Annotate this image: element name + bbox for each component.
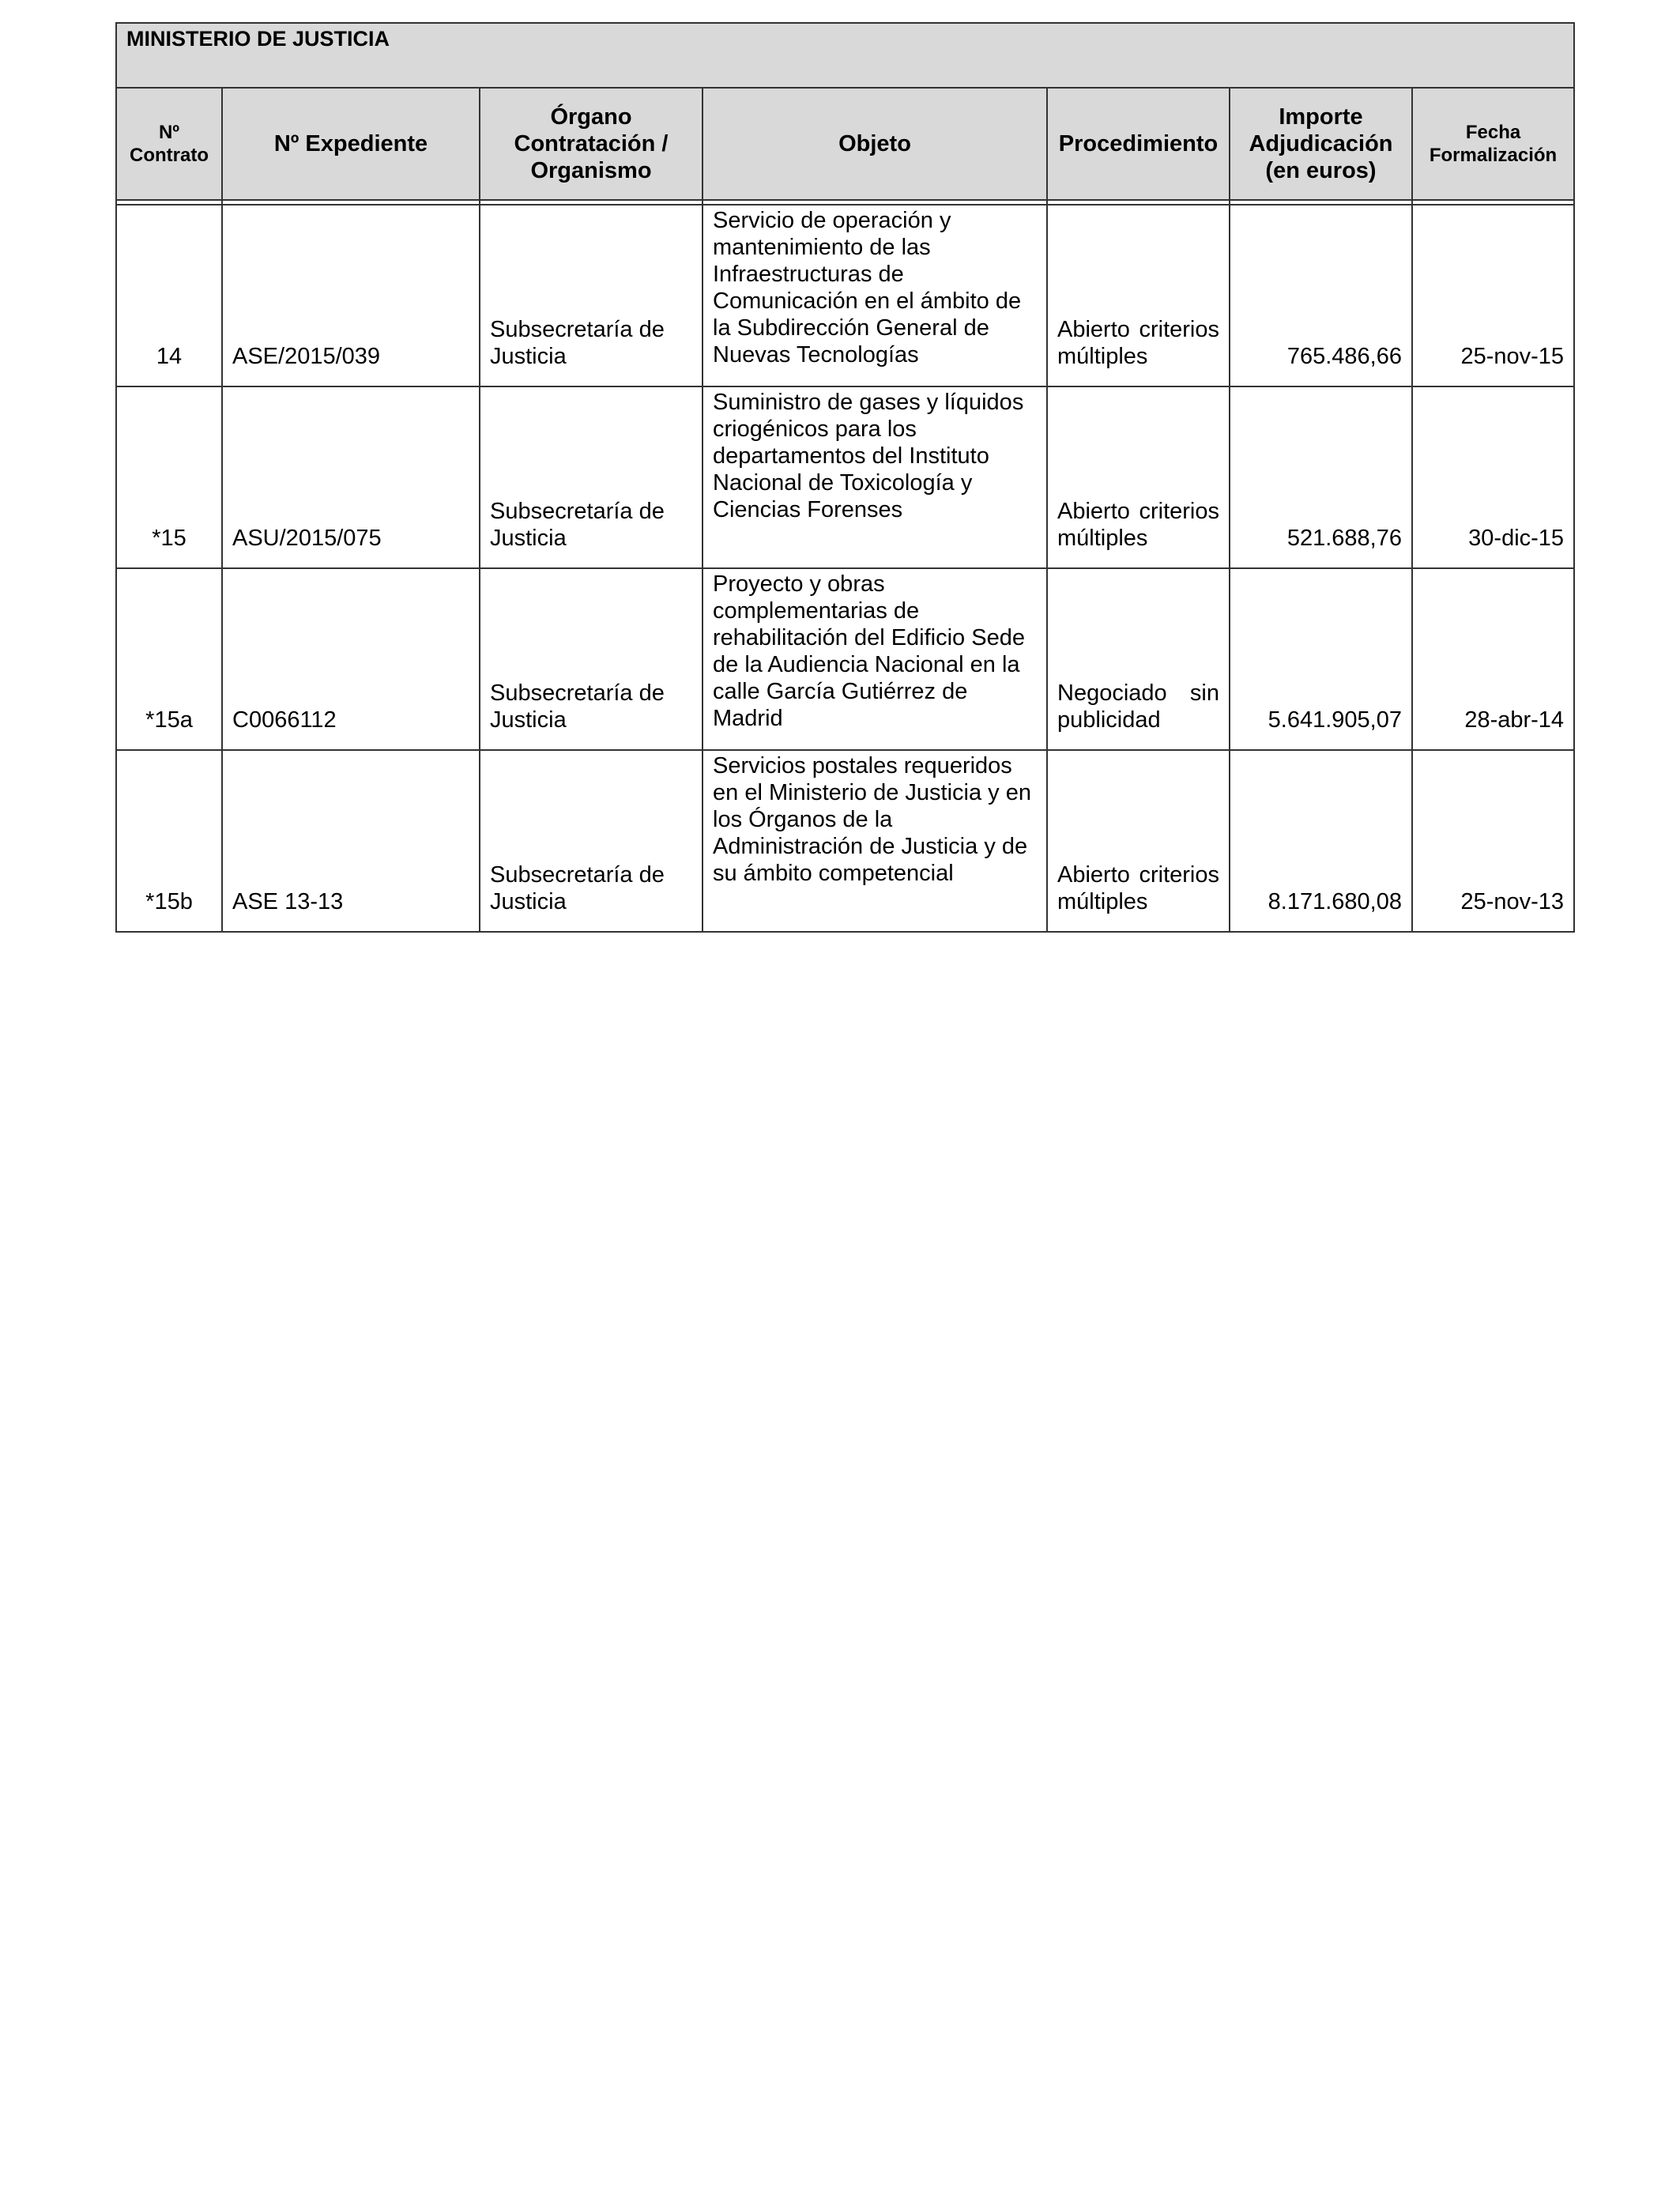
cell-objeto bbox=[703, 568, 1047, 750]
procedimiento-word-c: múltiples bbox=[1057, 889, 1148, 914]
cell-contrato: *15a bbox=[116, 568, 222, 750]
cell-organo: Subsecretaría de Justicia bbox=[480, 205, 703, 386]
cell-importe: 765.486,66 bbox=[1230, 205, 1412, 386]
procedimiento-word-a: Abierto bbox=[1057, 317, 1130, 342]
procedimiento-word-a: Negociado bbox=[1057, 680, 1167, 706]
cell-fecha: 28-abr-14 bbox=[1412, 568, 1574, 750]
procedimiento-word-a: Abierto bbox=[1057, 862, 1130, 888]
cell-expediente: ASE 13-13 bbox=[222, 750, 480, 932]
table-row bbox=[116, 205, 1574, 386]
objeto-text: Suministro de gases y líquidos criogénicos para los departamentos del Instituto Nacional de Toxicología y Ciencias Forenses bbox=[713, 390, 1024, 522]
procedimiento-word-b: criterios bbox=[1139, 499, 1219, 524]
header-procedimiento: Procedimiento bbox=[1047, 88, 1230, 200]
table-row bbox=[116, 386, 1574, 568]
title-row bbox=[116, 23, 1574, 88]
procedimiento-word-c: publicidad bbox=[1057, 707, 1161, 733]
procedimiento-word-b: criterios bbox=[1139, 862, 1219, 888]
cell-organo: Subsecretaría de Justicia bbox=[480, 568, 703, 750]
cell-contrato: *15b bbox=[116, 750, 222, 932]
procedimiento-line bbox=[1057, 861, 1219, 888]
header-importe: Importe Adjudicación (en euros) bbox=[1230, 88, 1412, 200]
cell-procedimiento bbox=[1047, 386, 1230, 568]
section-title: MINISTERIO DE JUSTICIA bbox=[116, 23, 1574, 88]
procedimiento-word-b: sin bbox=[1189, 680, 1219, 706]
header-objeto: Objeto bbox=[703, 88, 1047, 200]
header-organo: Órgano Contratación / Organismo bbox=[480, 88, 703, 200]
cell-contrato: 14 bbox=[116, 205, 222, 386]
cell-procedimiento bbox=[1047, 568, 1230, 750]
procedimiento-line bbox=[1057, 498, 1219, 525]
cell-contrato: *15 bbox=[116, 386, 222, 568]
cell-fecha: 25-nov-13 bbox=[1412, 750, 1574, 932]
cell-fecha: 25-nov-15 bbox=[1412, 205, 1574, 386]
objeto-text: Servicio de operación y mantenimiento de las Infraestructuras de Comunicación en el ámbito de la Subdirección General de Nuevas Tecnologías bbox=[713, 208, 1022, 368]
cell-importe: 521.688,76 bbox=[1230, 386, 1412, 568]
table-row bbox=[116, 568, 1574, 750]
objeto-text: Servicios postales requeridos en el Ministerio de Justicia y en los Órganos de la Administración de Justicia y de su ámbito competencial bbox=[713, 753, 1031, 886]
contracts-table bbox=[115, 22, 1575, 933]
cell-importe: 5.641.905,07 bbox=[1230, 568, 1412, 750]
cell-objeto bbox=[703, 750, 1047, 932]
procedimiento-line bbox=[1057, 316, 1219, 343]
table-row bbox=[116, 750, 1574, 932]
cell-expediente: ASE/2015/039 bbox=[222, 205, 480, 386]
header-fecha: Fecha Formalización bbox=[1412, 88, 1574, 200]
header-row bbox=[116, 88, 1574, 200]
procedimiento-word-c: múltiples bbox=[1057, 344, 1148, 369]
cell-fecha: 30-dic-15 bbox=[1412, 386, 1574, 568]
cell-expediente: ASU/2015/075 bbox=[222, 386, 480, 568]
cell-procedimiento bbox=[1047, 750, 1230, 932]
procedimiento-word-a: Abierto bbox=[1057, 499, 1130, 524]
cell-expediente: C0066112 bbox=[222, 568, 480, 750]
cell-procedimiento bbox=[1047, 205, 1230, 386]
cell-objeto bbox=[703, 205, 1047, 386]
procedimiento-line bbox=[1057, 680, 1219, 707]
objeto-text: Proyecto y obras complementarias de rehabilitación del Edificio Sede de la Audiencia Nacional en la calle García Gutiérrez de Madrid bbox=[713, 571, 1025, 731]
cell-objeto bbox=[703, 386, 1047, 568]
header-expediente: Nº Expediente bbox=[222, 88, 480, 200]
procedimiento-word-c: múltiples bbox=[1057, 526, 1148, 551]
cell-importe: 8.171.680,08 bbox=[1230, 750, 1412, 932]
procedimiento-word-b: criterios bbox=[1139, 317, 1219, 342]
cell-organo: Subsecretaría de Justicia bbox=[480, 386, 703, 568]
header-contrato: Nº Contrato bbox=[116, 88, 222, 200]
cell-organo: Subsecretaría de Justicia bbox=[480, 750, 703, 932]
